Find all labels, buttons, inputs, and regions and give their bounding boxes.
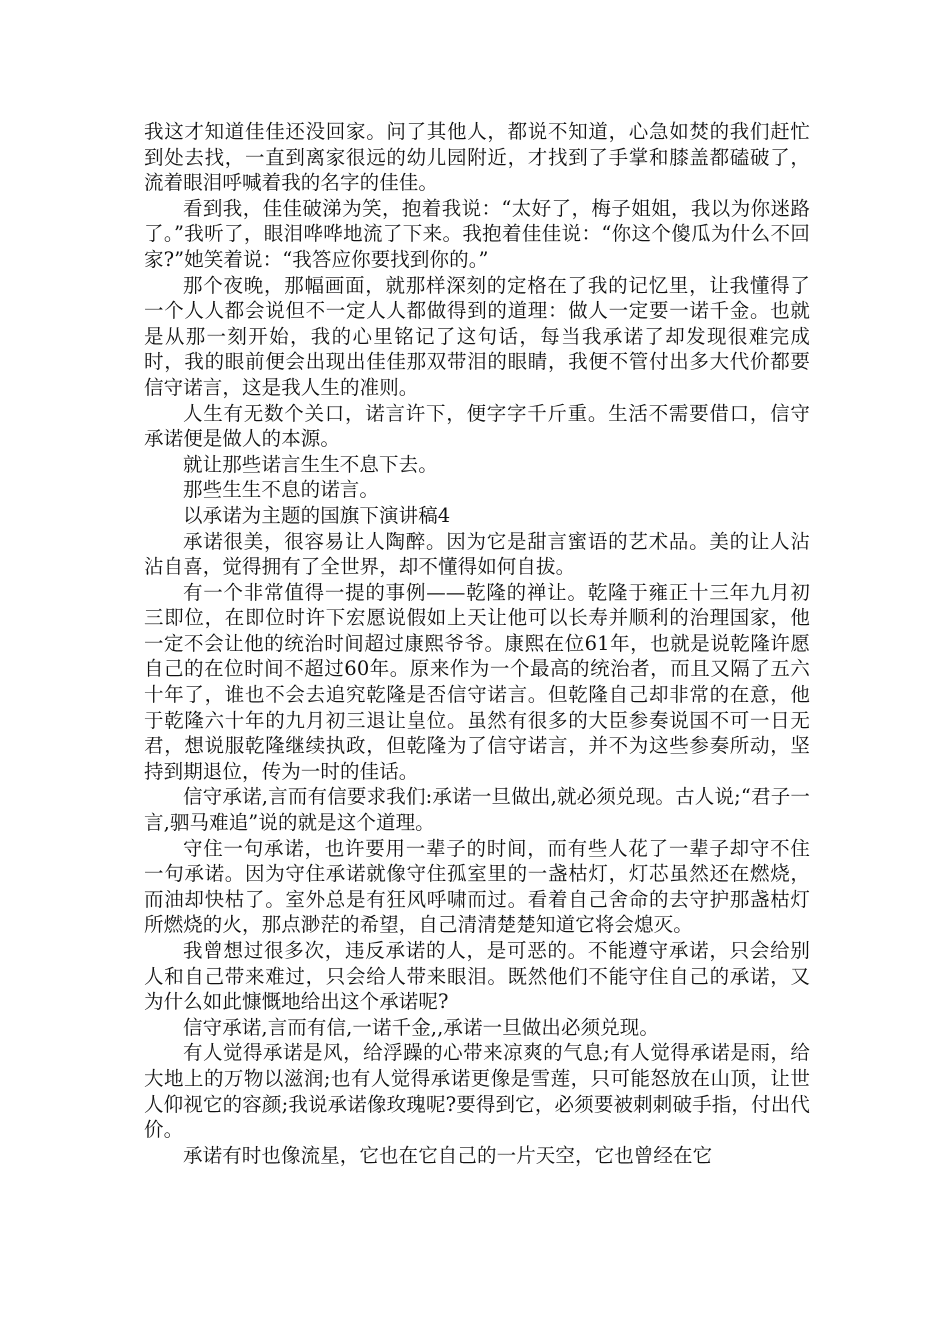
paragraph: 我曾想过很多次，违反承诺的人，是可恶的。不能遵守承诺，只会给别人和自己带来难过，只会给人带来眼泪。既然他们不能守住自己的承诺，又为什么如此慷慨地给出这个承诺呢? <box>144 939 810 1014</box>
paragraph: 有一个非常值得一提的事例——乾隆的禅让。乾隆于雍正十三年九月初三即位，在即位时许下宏愿说假如上天让他可以长寿并顺利的治理国家，他一定不会让他的统治时间超过康熙爷爷。康熙在位61年，也就是说乾隆许愿自己的在位时间不超过60年。原来作为一个最高的统治者，而且又隔了五六十年了，谁也不会去追究乾隆是否信守诺言。但乾隆自己却非常的在意，他于乾隆六十年的九月初三退让皇位。虽然有很多的大臣参奏说国不可一日无君，想说服乾隆继续执政，但乾隆为了信守诺言，并不为这些参奏所动，坚持到期退位，传为一时的佳话。 <box>144 580 810 783</box>
paragraph: 那个夜晚，那幅画面，就那样深刻的定格在了我的记忆里，让我懂得了一个人人都会说但不一定人人都做得到的道理：做人一定要一诺千金。也就是从那一刻开始，我的心里铭记了这句话，每当我承诺了却发现很难完成时，我的眼前便会出现出佳佳那双带泪的眼睛，我便不管付出多大代价都要信守诺言，这是我人生的准则。 <box>144 273 810 399</box>
paragraph: 就让那些诺言生生不息下去。 <box>183 452 438 476</box>
paragraph: 信守承诺,言而有信,一诺千金,,承诺一旦做出必须兑现。 <box>183 1015 659 1039</box>
paragraph: 信守承诺,言而有信要求我们:承诺一旦做出,就必须兑现。古人说;“君子一言,驷马难追”说的就是这个道理。 <box>144 785 810 835</box>
paragraph: 守住一句承诺，也许要用一辈子的时间，而有些人花了一辈子却守不住一句承诺。因为守住承诺就像守住孤室里的一盏枯灯，灯芯虽然还在燃烧，而油却快枯了。室外总是有狂风呼啸而过。看着自己舍命的去守护那盏枯灯所燃烧的火，那点渺茫的希望，自己清清楚楚知道它将会熄灭。 <box>144 836 810 937</box>
section-heading: 以承诺为主题的国旗下演讲稿4 <box>183 503 451 527</box>
paragraph: 有人觉得承诺是风，给浮躁的心带来凉爽的气息;有人觉得承诺是雨，给大地上的万物以滋润;也有人觉得承诺更像是雪莲，只可能怒放在山顶，让世人仰视它的容颜;我说承诺像玫瑰呢?要得到它，必须要被刺刺破手指，付出代价。 <box>144 1041 810 1142</box>
paragraph: 承诺很美，很容易让人陶醉。因为它是甜言蜜语的艺术品。美的让人沾沾自喜，觉得拥有了全世界，却不懂得如何自拔。 <box>144 529 810 579</box>
paragraph: 人生有无数个关口，诺言许下，便字字千斤重。生活不需要借口，信守承诺便是做人的本源。 <box>144 401 810 451</box>
paragraph: 我这才知道佳佳还没回家。问了其他人，都说不知道，心急如焚的我们赶忙到处去找，一直到离家很远的幼儿园附近，才找到了手掌和膝盖都磕破了，流着眼泪呼喊着我的名字的佳佳。 <box>144 120 810 195</box>
document-body <box>144 119 810 1168</box>
paragraph: 那些生生不息的诺言。 <box>183 478 380 502</box>
paragraph: 承诺有时也像流星，它也在它自己的一片天空，它也曾经在它 <box>183 1143 713 1167</box>
paragraph: 看到我，佳佳破涕为笑，抱着我说：“太好了，梅子姐姐，我以为你迷路了。”我听了，眼泪哗哗地流了下来。我抱着佳佳说：“你这个傻瓜为什么不回家?”她笑着说：“我答应你要找到你的。” <box>144 196 810 271</box>
